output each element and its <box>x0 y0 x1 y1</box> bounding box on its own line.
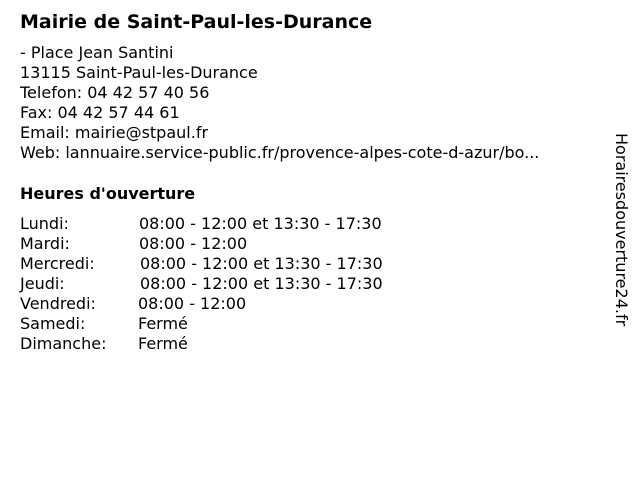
website-link[interactable]: Web: lannuaire.service-public.fr/provence-alpes-cote-d-azur/bo... <box>20 143 540 162</box>
time-value: 08:00 - 12:00 <box>138 294 247 313</box>
time-value: 08:00 - 12:00 <box>139 234 248 253</box>
site-watermark: Horairesdouverture24.fr <box>612 133 631 327</box>
time-value: 08:00 - 12:00 et 13:30 - 17:30 <box>140 254 383 273</box>
email-address[interactable]: Email: mairie@stpaul.fr <box>20 123 209 142</box>
fax-number: Fax: 04 42 57 44 61 <box>20 103 180 122</box>
day-label: Samedi: <box>20 314 86 333</box>
time-value: 08:00 - 12:00 et 13:30 - 17:30 <box>140 274 383 293</box>
day-label: Mardi: <box>20 234 70 253</box>
phone-number[interactable]: Telefon: 04 42 57 40 56 <box>20 83 210 102</box>
day-label: Lundi: <box>20 214 69 233</box>
time-value: Fermé <box>138 314 188 333</box>
day-label: Vendredi: <box>20 294 96 313</box>
contact-info <box>20 43 539 163</box>
day-label: Mercredi: <box>20 254 95 273</box>
address-line-1: - Place Jean Santini <box>20 43 174 62</box>
day-label: Jeudi: <box>20 274 65 293</box>
time-value: Fermé <box>138 334 188 353</box>
time-value: 08:00 - 12:00 et 13:30 - 17:30 <box>139 214 382 233</box>
day-label: Dimanche: <box>20 334 107 353</box>
opening-hours-heading: Heures d'ouverture <box>20 184 196 203</box>
address-line-2: 13115 Saint-Paul-les-Durance <box>20 63 258 82</box>
page-title: Mairie de Saint-Paul-les-Durance <box>20 11 373 33</box>
